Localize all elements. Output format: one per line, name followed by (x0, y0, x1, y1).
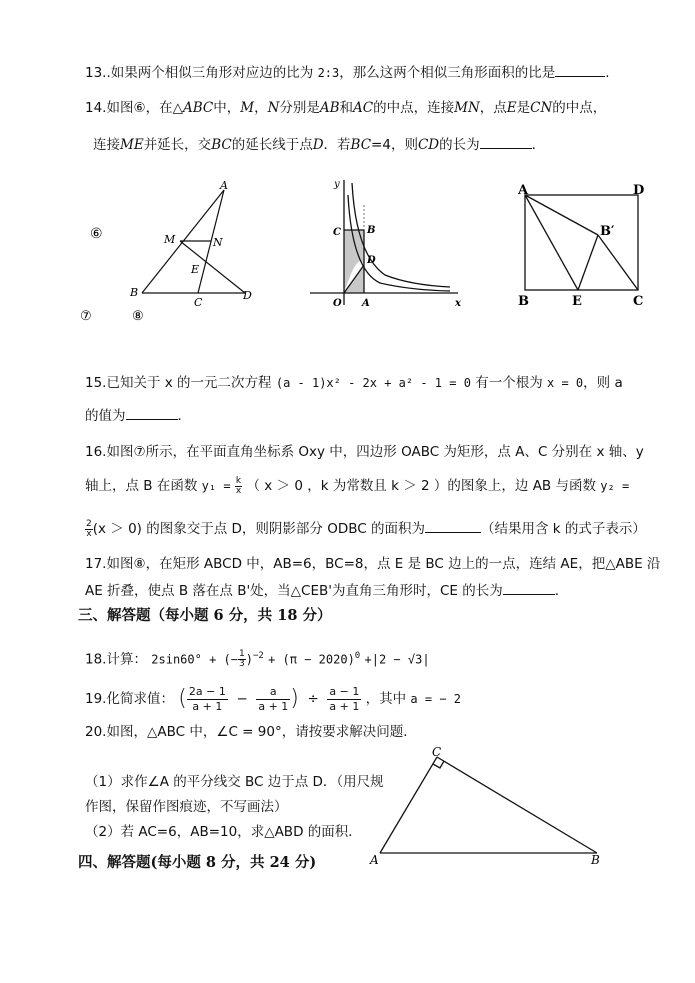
q14-ab: AB (319, 100, 340, 116)
q16-t3: （结果用含 k 的式子表示） (480, 521, 646, 537)
q18-expr2: ) (245, 652, 253, 667)
fig7-C: C (333, 227, 341, 238)
q14-bceq: BC (350, 137, 372, 153)
q14-t11: ．若 (323, 137, 351, 153)
fig6-M: M (164, 233, 176, 246)
fig8-caption: ⑧ (132, 309, 144, 324)
q16-x2: x (86, 528, 92, 539)
q16-answer-blank[interactable] (425, 518, 481, 533)
q17-number: 17. (85, 556, 107, 572)
q18-expr4: +|2 − √3| (364, 652, 430, 667)
q14-t1: 如图⑥，在△ (106, 100, 183, 116)
q20-line (85, 722, 417, 742)
q18-number: 18. (85, 651, 107, 668)
fig8-line-b-prime-c (598, 235, 638, 290)
q14-and: 和 (339, 100, 354, 116)
figure-7 (300, 175, 470, 315)
q14-mn: MN (454, 100, 480, 116)
q14-t8: 连接 (93, 137, 120, 153)
q14-cd: CD (417, 137, 440, 153)
q14-ac: AC (353, 100, 374, 116)
fig7-A: A (362, 298, 370, 309)
fig7-y-label: y (334, 179, 340, 190)
fig20-line-ac (380, 757, 437, 853)
q20-text: 如图，△ABC 中，∠C = 90°，请按要求解决问题． (106, 724, 417, 740)
q19-text: 化简求值： (106, 691, 174, 707)
q19-minus: − (236, 691, 248, 707)
q14-t9: 并延长，交 (143, 137, 212, 153)
q16-number: 16. (85, 444, 107, 460)
q19-n2: a (256, 685, 290, 700)
q16-condition: （ x ＞ 0 ，k 为常数且 k ＞ 2 ）的图象上，边 AB 与函数 (246, 478, 596, 494)
fig7-x-label: x (455, 298, 461, 309)
fig8-D: D (633, 183, 645, 198)
q16-t2: (x ＞ 0) 的图象交于点 D，则阴影部分 ODBC 的面积为 (92, 521, 425, 537)
q14-cn: CN (530, 100, 553, 116)
q20-part1: （1）求作∠A 的平分线交 BC 边于点 D．（用尺规 (85, 774, 384, 790)
q17-line1-text: 如图⑧，在矩形 ABCD 中，AB=6，BC=8，点 E 是 BC 边上的一点，连结 AE，把△ABE 沿 (106, 556, 661, 572)
q15-line2 (85, 405, 191, 426)
q14-t13: 的长为 (439, 137, 480, 153)
q15-line2-text: 的值为 (85, 408, 126, 424)
q17-end: ． (554, 583, 569, 599)
q15-text3: ，则 a (583, 375, 623, 391)
fig6-B: B (130, 286, 139, 299)
q14-line2 (93, 134, 545, 155)
fig6-C: C (194, 296, 203, 309)
q16-t1: 轴上，点 B 在函数 (85, 478, 198, 494)
q16-line1 (85, 442, 644, 462)
q19-d1: a + 1 (192, 699, 223, 713)
q14-t12: =4，则 (371, 137, 418, 153)
q15-line1 (85, 373, 623, 393)
q14-t5: ，点 (479, 100, 507, 116)
fig6-D: D (243, 289, 252, 302)
q19-number: 19. (85, 691, 107, 707)
q14-m: M (240, 100, 255, 116)
q19-divide: ÷ (307, 691, 319, 707)
fig8-E: E (572, 294, 582, 309)
q18-exponent0: 0 (354, 651, 361, 661)
fig6-label: ⑥ (90, 226, 103, 242)
q19-frac1 (187, 685, 228, 714)
q14-t4: 的中点，连接 (373, 100, 455, 116)
q19-line (85, 684, 461, 714)
q18-line (85, 646, 430, 670)
q19-a-value: a = − 2 (410, 692, 461, 706)
q18-expr1: 2sin60° + (− (151, 652, 238, 667)
q14-t10: 的延长线于点 (231, 137, 313, 153)
fig8-A: A (518, 183, 529, 198)
q15-end: ． (177, 408, 191, 424)
figure-20 (365, 745, 610, 870)
q20-part2: （2）若 AC=6，AB=10，求△ABD 的面积． (85, 824, 362, 840)
q13-end: . (605, 65, 610, 81)
q15-root: x = 0 (547, 376, 584, 390)
q14-end: ． (531, 137, 546, 153)
q15-answer-blank[interactable] (126, 405, 178, 420)
q15-text2: 有一个根为 (475, 375, 543, 391)
q18-one: 1 (238, 649, 245, 659)
q16-x: x (235, 485, 242, 496)
fig7-B: B (367, 225, 376, 236)
q17-line2 (85, 580, 568, 601)
q14-abc: ABC (182, 100, 214, 116)
q17-answer-blank[interactable] (503, 580, 555, 595)
q13-line (85, 62, 610, 83)
q14-d: D (312, 137, 324, 153)
section-4-title: 四、解答题(每小题 8 分，共 24 分) (78, 854, 317, 871)
figure-8 (510, 180, 660, 310)
fig8-line-eb-prime (578, 235, 598, 290)
q16-line1-text: 如图⑦所示，在平面直角坐标系 Oxy 中，四边形 OABC 为矩形，点 A、C 分别在 x 轴、y (106, 444, 644, 460)
fig6-E: E (191, 263, 200, 276)
q20-part1b: 作图，保留作图痕迹，不写画法） (85, 799, 288, 815)
q18-expr3: + (π − 2020) (268, 652, 355, 667)
q19-d3: a + 1 (329, 699, 360, 713)
fig6-A: A (220, 179, 228, 192)
fig7-caption: ⑦ (80, 309, 92, 324)
q19-rparen: ) (290, 686, 299, 711)
q17-line1 (85, 554, 660, 574)
q19-frac3 (327, 685, 361, 714)
q16-k: k (235, 475, 242, 486)
q20-number: 20. (85, 724, 107, 740)
q14-bc: BC (211, 137, 232, 153)
q14-t3: 分别是 (279, 100, 320, 116)
q16-line3 (85, 518, 646, 539)
q16-y2: y₂ = (600, 479, 630, 493)
q18-three: 3 (238, 659, 245, 669)
q18-frac (238, 650, 246, 669)
q14-e: E (506, 100, 517, 116)
q14-line1 (85, 98, 606, 118)
q18-text: 计算： (106, 651, 147, 668)
q15-number: 15. (85, 375, 107, 391)
q14-comma: ， (254, 100, 268, 116)
q16-two: 2 (86, 518, 92, 529)
q16-y1: y₁ = (201, 479, 231, 493)
q14-t6: 是 (516, 100, 531, 116)
fig6-N: N (213, 236, 223, 249)
figure-6 (80, 175, 270, 325)
fig20-line-cb (437, 757, 597, 853)
q16-frac-2-x (85, 520, 93, 539)
fig8-B-prime: B′ (600, 224, 615, 239)
fig8-C: C (633, 294, 644, 309)
q13-answer-blank[interactable] (555, 62, 605, 77)
q19-frac2 (256, 685, 290, 714)
q13-text: 如果两个相似三角形对应边的比为 (110, 65, 314, 81)
q16-frac-k-x (235, 477, 242, 496)
fig20-C: C (432, 745, 442, 759)
q13-ratio: 2:3 (317, 66, 340, 80)
q18-exponent: −2 (252, 651, 264, 661)
section-3-title: 三、解答题（每小题 6 分，共 18 分） (78, 607, 332, 624)
q19-where: ，其中 (365, 691, 407, 707)
q14-n: N (267, 100, 280, 116)
q15-text: 已知关于 x 的一元二次方程 (106, 375, 272, 391)
q13-text2: ，那么这两个相似三角形面积的比是 (339, 65, 556, 81)
q16-line2 (85, 476, 629, 496)
fig7-O: O (333, 298, 342, 309)
q19-n3: a − 1 (329, 684, 360, 698)
q15-equation: (a - 1)x² - 2x + a² - 1 = 0 (275, 376, 471, 390)
q19-n1: 2a − 1 (188, 684, 226, 698)
fig8-rectangle (525, 195, 638, 290)
fig8-B: B (518, 294, 529, 309)
fig20-A: A (370, 853, 379, 867)
q14-answer-blank[interactable] (480, 134, 532, 149)
q19-d2: a + 1 (258, 699, 289, 713)
q14-me: ME (120, 137, 144, 153)
q13-number: 13.. (85, 65, 111, 81)
q14-t2: 中， (213, 100, 241, 116)
q14-number: 14. (85, 100, 107, 116)
fig20-B: B (591, 853, 600, 867)
fig7-D: D (367, 255, 376, 266)
q19-lparen: ( (178, 686, 187, 711)
q17-line2-text: AE 折叠，使点 B 落在点 B'处，当△CEB'为直角三角形时，CE 的长为 (85, 583, 503, 599)
q14-t7: 的中点， (552, 100, 607, 116)
